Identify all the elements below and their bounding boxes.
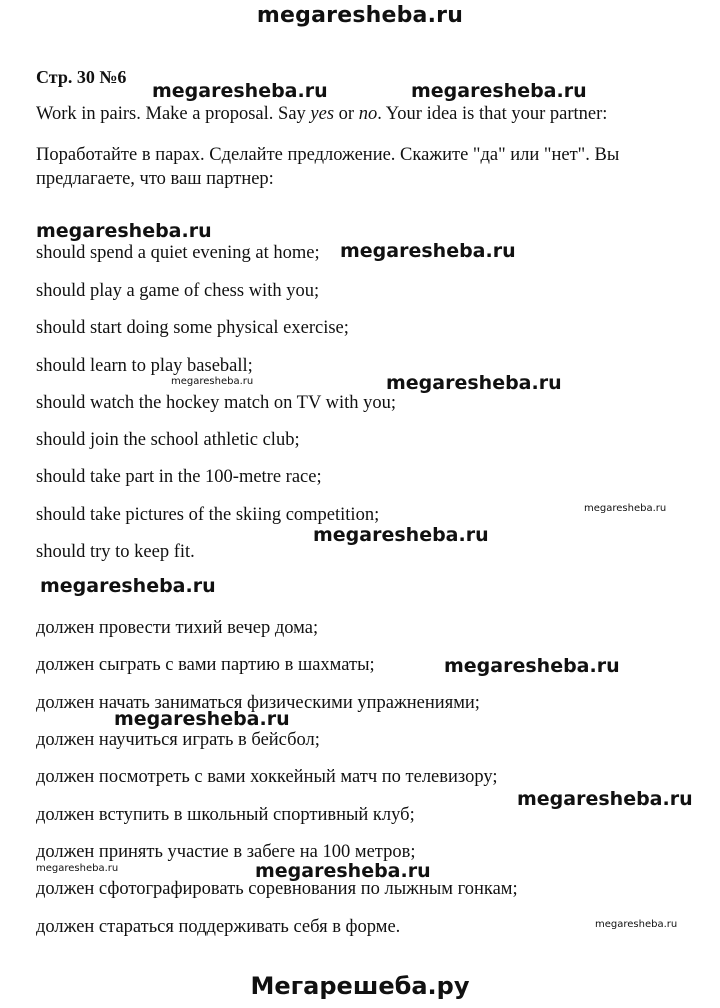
english-item: should try to keep fit. <box>36 542 195 562</box>
watermark: megaresheba.ru <box>444 655 620 677</box>
instruction-en-part2: . Your idea is that your partner: <box>377 104 608 124</box>
instruction-en-part1: Work in pairs. Make a proposal. Say <box>36 104 311 124</box>
english-item: should take part in the 100-metre race; <box>36 467 322 487</box>
watermark: megaresheba.ru <box>40 575 216 597</box>
english-item: should spend a quiet evening at home; <box>36 243 320 263</box>
watermark: megaresheba.ru <box>36 220 212 242</box>
site-footer: Мегарешеба.ру <box>250 972 470 1000</box>
watermark: megaresheba.ru <box>517 788 693 810</box>
watermark-small: megaresheba.ru <box>171 376 254 387</box>
russian-item: должен сфотографировать соревнования по лыжным гонкам; <box>36 879 518 899</box>
russian-item: должен сыграть с вами партию в шахматы; <box>36 655 375 675</box>
watermark-small: megaresheba.ru <box>36 863 119 874</box>
english-item: should play a game of chess with you; <box>36 281 320 301</box>
instruction-en-or: or <box>334 104 359 124</box>
english-item: should learn to play baseball; <box>36 356 253 376</box>
watermark: megaresheba.ru <box>114 708 290 730</box>
watermark: megaresheba.ru <box>340 240 516 262</box>
instruction-en-no: no <box>358 104 378 124</box>
english-item: should join the school athletic club; <box>36 430 300 450</box>
instruction-en-yes: yes <box>310 104 335 124</box>
russian-item: должен стараться поддерживать себя в форме. <box>36 917 401 937</box>
english-item: should watch the hockey match on TV with you; <box>36 393 397 413</box>
russian-item: должен начать заниматься физическими упражнениями; <box>36 693 480 713</box>
page-reference: Стр. 30 №6 <box>36 67 127 87</box>
english-item: should start doing some physical exercise; <box>36 318 349 338</box>
watermark-small: megaresheba.ru <box>584 503 667 514</box>
instruction-english <box>36 103 607 125</box>
watermark: megaresheba.ru <box>152 80 328 102</box>
watermark: megaresheba.ru <box>411 80 587 102</box>
site-header: megaresheba.ru <box>256 3 464 28</box>
russian-item: должен научиться играть в бейсбол; <box>36 730 320 750</box>
watermark: megaresheba.ru <box>255 860 431 882</box>
english-item: should take pictures of the skiing competition; <box>36 505 380 525</box>
russian-item: должен провести тихий вечер дома; <box>36 618 319 638</box>
russian-item: должен вступить в школьный спортивный клуб; <box>36 805 415 825</box>
instruction-russian-line2: предлагаете, что ваш партнер: <box>36 169 274 189</box>
watermark-small: megaresheba.ru <box>595 919 678 930</box>
watermark: megaresheba.ru <box>386 372 562 394</box>
russian-item: должен принять участие в забеге на 100 метров; <box>36 842 416 862</box>
russian-item: должен посмотреть с вами хоккейный матч по телевизору; <box>36 767 498 787</box>
instruction-russian-line1: Поработайте в парах. Сделайте предложение. Скажите "да" или "нет". Вы <box>36 145 620 165</box>
watermark: megaresheba.ru <box>313 524 489 546</box>
